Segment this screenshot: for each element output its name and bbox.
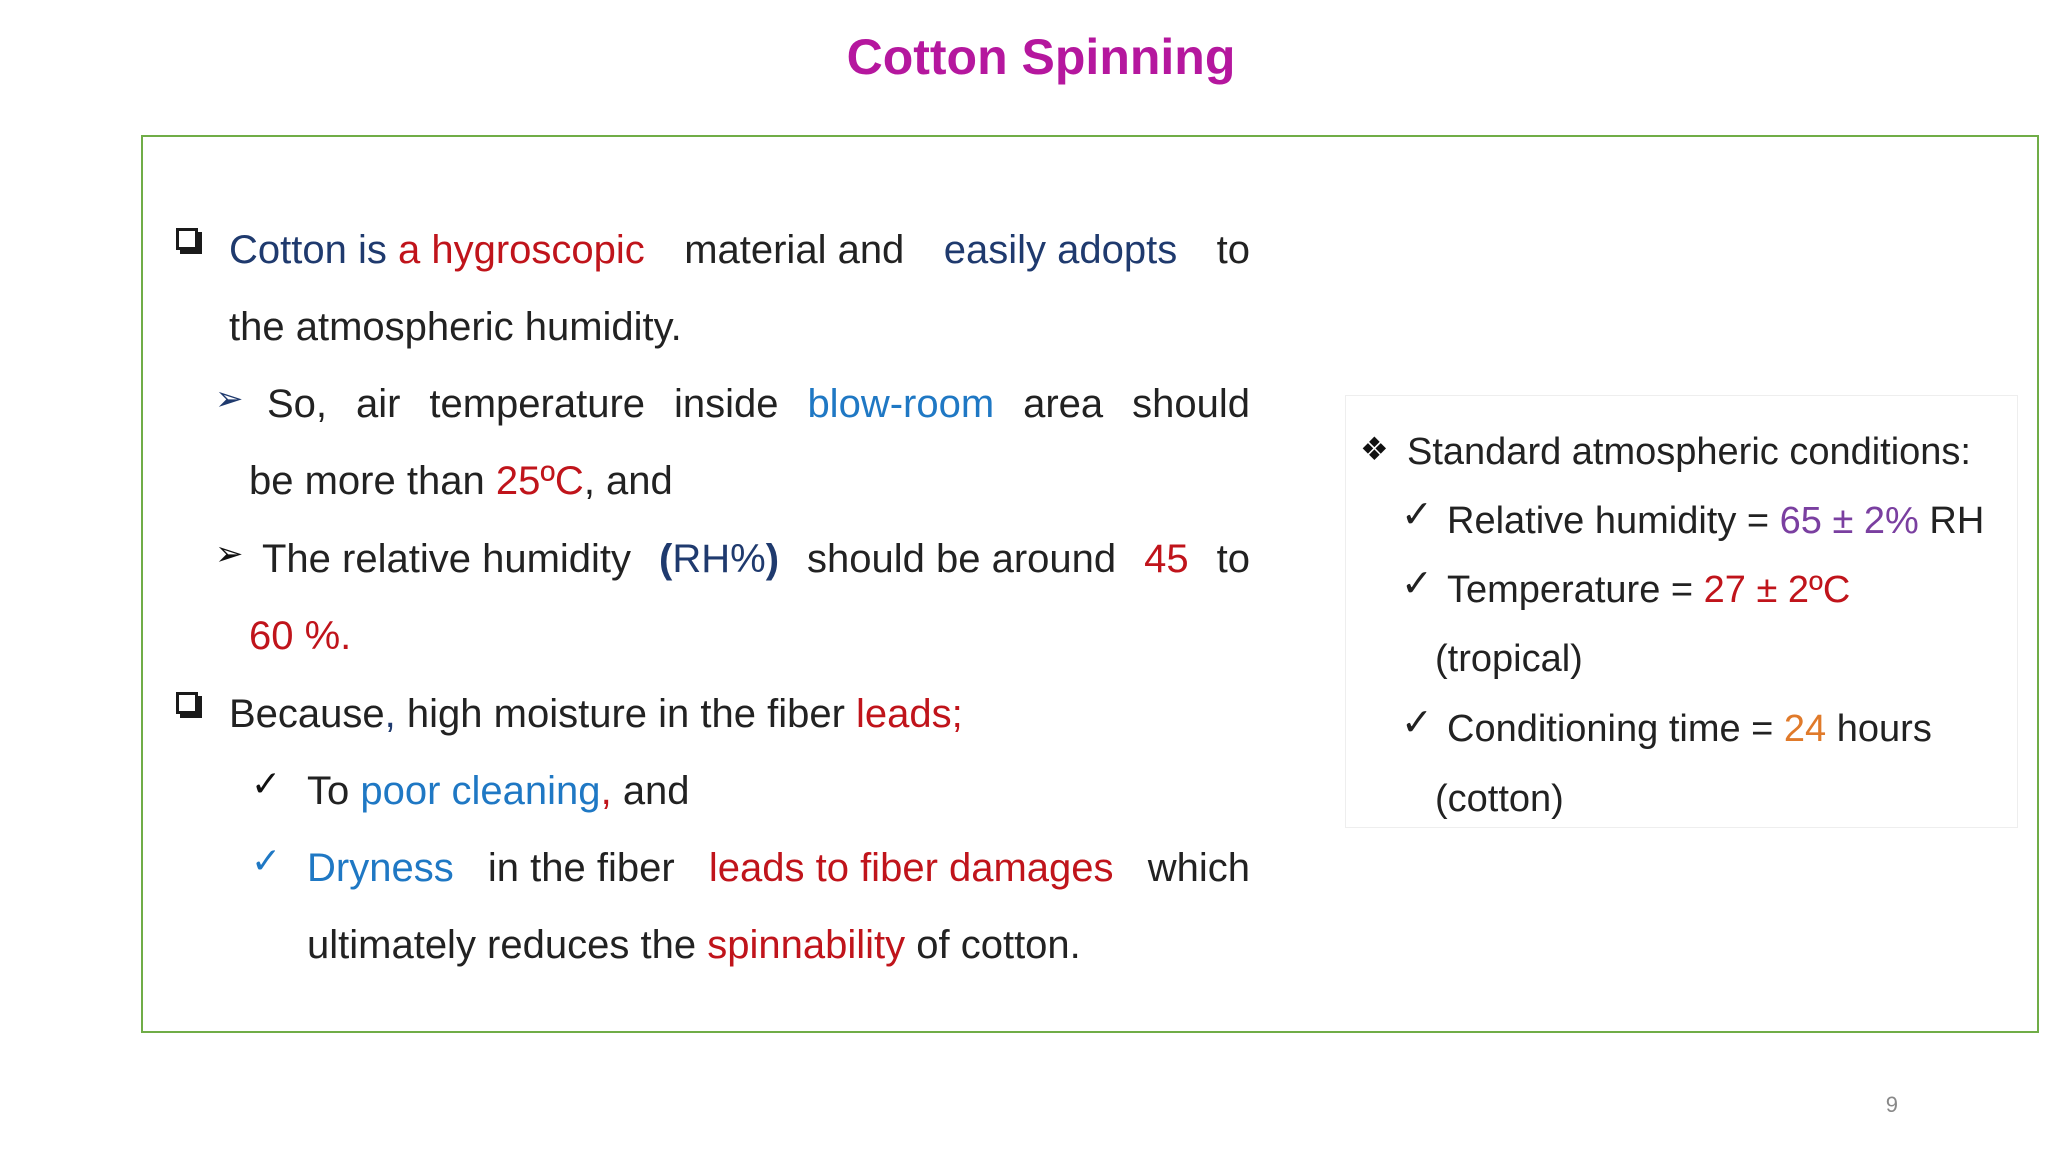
word-blow-room: blow-room [807, 382, 995, 426]
cond-unit: hours [1836, 708, 1932, 750]
text-rh-percent: RH% [672, 537, 766, 581]
side-cotton-note: (cotton) [1435, 778, 1564, 820]
sub-bullet-1-line-1 [267, 380, 1250, 428]
check-icon: ✓ [251, 763, 282, 804]
check-1-line [307, 767, 690, 815]
text-because: Because [229, 692, 385, 736]
bullet-2-line-1 [229, 690, 963, 738]
rh-label: Relative humidity = [1447, 500, 1770, 542]
text-and: , and [583, 459, 673, 503]
word-area: area [1023, 382, 1104, 426]
text-in-the-fiber: in the fiber [487, 846, 675, 890]
text-be-more-than: be more than [249, 459, 485, 503]
rh-unit: RH [1929, 500, 1985, 542]
check-2-line-2 [307, 921, 1081, 969]
arrow-bullet-icon: ➢ [215, 535, 244, 573]
paren-open: ( [659, 537, 673, 581]
word-temperature: temperature [429, 382, 646, 426]
bullet-1-line-2: the atmospheric humidity. [229, 305, 682, 349]
sub-bullet-2-line-1 [262, 535, 1250, 583]
side-tropical: (tropical) [1435, 638, 1583, 680]
arrow-bullet-icon: ➢ [215, 380, 244, 418]
text-relative-humidity: The relative humidity [262, 537, 632, 581]
rh-value: 65 ± 2% [1779, 500, 1919, 542]
side-conditioning-time [1447, 707, 1932, 751]
check-icon: ✓ [251, 840, 282, 881]
page-number: 9 [1885, 1092, 1898, 1117]
sub-bullet-2-line-2: 60 %. [249, 614, 352, 658]
word-inside: inside [673, 382, 779, 426]
text-45: 45 [1144, 537, 1189, 581]
text-comma: , [384, 692, 396, 736]
temp-label: Temperature = [1447, 569, 1694, 611]
cond-label: Conditioning time = [1447, 708, 1774, 750]
word-air: air [355, 382, 401, 426]
text-25c: 25ºC [495, 459, 584, 503]
diamonds-icon: ❖ [1360, 431, 1389, 467]
sub-bullet-1-line-2 [249, 457, 673, 505]
check-icon: ✓ [1401, 563, 1433, 605]
text-which: which [1147, 846, 1250, 890]
side-relative-humidity [1447, 499, 1984, 543]
square-bullet-icon [176, 228, 198, 250]
text-cotton-is: Cotton is [229, 228, 387, 272]
text-leads: leads; [856, 692, 963, 736]
cond-value: 24 [1783, 708, 1827, 750]
text-dryness: Dryness [307, 846, 454, 890]
text-to: to [1216, 228, 1250, 272]
side-heading: Standard atmospheric conditions: [1407, 431, 1971, 473]
word-should: should [1132, 382, 1250, 426]
paren-close: ) [765, 537, 780, 581]
text-of-cotton: of cotton. [916, 923, 1081, 967]
check-icon: ✓ [1401, 702, 1433, 744]
word-so: So, [267, 382, 328, 426]
text-poor-cleaning: poor cleaning [360, 769, 601, 813]
text-material-and: material and [684, 228, 905, 272]
temp-value: 27 ± 2ºC [1703, 569, 1851, 611]
text-ultimately-reduces: ultimately reduces the [307, 923, 697, 967]
text-spinnability: spinnability [707, 923, 906, 967]
square-bullet-icon [176, 692, 198, 714]
text-to-2: to [1216, 537, 1250, 581]
text-to-3: To [307, 769, 350, 813]
check-2-line-1 [307, 844, 1250, 892]
text-should-be-around: should be around [807, 537, 1117, 581]
text-hygroscopic: a hygroscopic [397, 228, 645, 272]
text-comma-2: , [600, 769, 612, 813]
text-high-moisture: high moisture in the fiber [395, 692, 845, 736]
bullet-1-line-1 [229, 226, 1250, 274]
text-easily-adopts: easily adopts [943, 228, 1178, 272]
text-leads-to-fiber-damages: leads to fiber damages [708, 846, 1114, 890]
side-temperature [1447, 568, 1850, 612]
slide-title: Cotton Spinning [846, 29, 1236, 85]
text-and-2: and [622, 769, 690, 813]
check-icon: ✓ [1401, 494, 1433, 536]
